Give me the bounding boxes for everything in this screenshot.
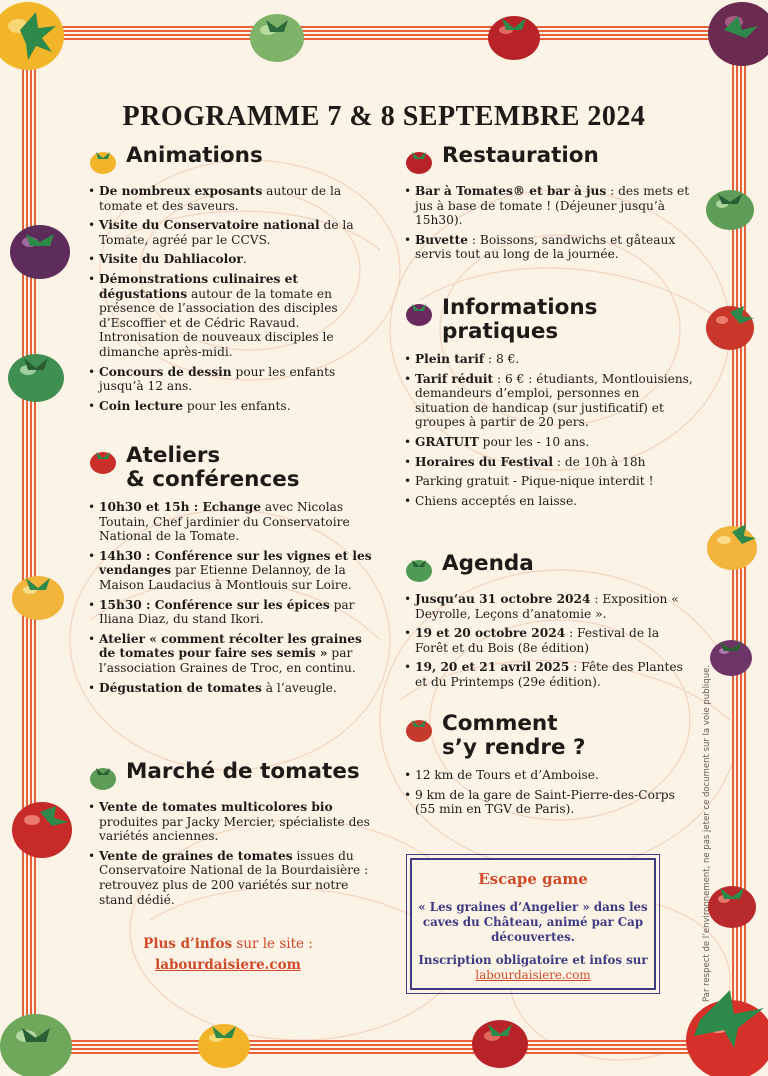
striped-ribbon-top <box>22 26 746 40</box>
list-item: • Bar à Tomates® et bar à jus : des mets et jus à base de tomate ! (Déjeuner jusqu’à 15h30). <box>404 184 694 228</box>
green-tomato-icon <box>404 554 434 584</box>
list-item: • Vente de tomates multicolores bio produites par Jacky Mercier, spécialiste des variétés anciennes. <box>88 800 378 844</box>
section-marche <box>88 760 378 912</box>
purple-tomato-decoration <box>708 634 754 678</box>
more-infos: Plus d’infos sur le site : labourdaisiere.com <box>143 936 313 973</box>
striped-ribbon-bottom <box>22 1040 746 1054</box>
animations-list <box>88 184 378 413</box>
list-item: • Dégustation de tomates à l’aveugle. <box>88 681 378 696</box>
section-title: Agenda <box>442 551 534 576</box>
red-tomato-icon <box>404 714 434 744</box>
list-item: • 12 km de Tours et d’Amboise. <box>404 768 694 783</box>
green-tomato-icon <box>88 762 118 792</box>
section-title: Comment s’y rendre ? <box>442 711 586 760</box>
section-title: Animations <box>126 143 263 168</box>
section-title: Ateliers & conférences <box>126 443 300 492</box>
list-item: • 14h30 : Conférence sur les vignes et les vendanges par Etienne Delannoy, de la Maison Laudacius à Montlouis sur Loire. <box>88 549 378 593</box>
list-item: • 10h30 et 15h : Echange avec Nicolas Toutain, Chef jardinier du Conservatoire National de la Tomate. <box>88 500 378 544</box>
red-tomato-decoration <box>706 880 760 930</box>
list-item: • Jusqu’au 31 octobre 2024 : Exposition « Deyrolle, Leçons d’anatomie ». <box>404 592 694 621</box>
section-ateliers <box>88 444 378 700</box>
list-item: • Horaires du Festival : de 10h à 18h <box>404 455 694 470</box>
red-tomato-decoration <box>486 8 542 62</box>
list-item: • Coin lecture pour les enfants. <box>88 399 378 414</box>
list-item: • Parking gratuit - Pique-nique interdit ! <box>404 474 694 489</box>
red-tomato-icon <box>88 446 118 476</box>
yellow-tomato-decoration <box>704 520 760 572</box>
purple-tomato-decoration <box>700 0 768 72</box>
yellow-tomato-decoration <box>0 0 70 80</box>
website-link[interactable]: labourdaisiere.com <box>155 957 301 973</box>
list-item: • Buvette : Boissons, sandwichs et gâteaux servis tout au long de la journée. <box>404 233 694 262</box>
marche-list <box>88 800 378 907</box>
list-item: • Atelier « comment récolter les graines de tomates pour faire ses semis » par l’association Graines de Troc, en continu. <box>88 632 378 676</box>
section-agenda <box>404 552 694 695</box>
escape-game-title: Escape game <box>478 870 588 888</box>
escape-game-info: Inscription obligatoire et infos sur labourdaisiere.com <box>418 953 648 982</box>
environment-note: Par respect de l’environnement, ne pas jeter ce document sur la voie publique. <box>702 664 712 1002</box>
section-comment <box>404 712 694 822</box>
page-title: PROGRAMME 7 & 8 SEPTEMBRE 2024 <box>122 100 646 132</box>
red-tomato-decoration <box>470 1014 530 1070</box>
list-item: • 15h30 : Conférence sur les épices par Iliana Diaz, du stand Ikori. <box>88 598 378 627</box>
striped-ribbon-left <box>22 26 36 1054</box>
escape-game-box <box>410 858 656 990</box>
list-item: • 9 km de la gare de Saint-Pierre-des-Corps (55 min en TGV de Paris). <box>404 788 694 817</box>
escape-game-description: « Les graines d’Angelier » dans les caves du Château, animé par Cap découvertes. <box>418 900 648 944</box>
red-tomato-decoration <box>660 980 768 1076</box>
section-informations <box>404 296 694 513</box>
list-item: • De nombreux exposants autour de la tomate et des saveurs. <box>88 184 378 213</box>
section-title: Informations pratiques <box>442 295 598 344</box>
list-item: • Vente de graines de tomates issues du Conservatoire National de la Bourdaisière : retrouvez plus de 200 variétés sur notre stand dédié. <box>88 849 378 907</box>
list-item: • Tarif réduit : 6 € : étudiants, Montlouisiens, demandeurs d’emploi, personnes en situation de handicap (sur justificatif) et groupes à partir de 20 pers. <box>404 372 694 430</box>
comment-list <box>404 768 694 817</box>
list-item: • GRATUIT pour les - 10 ans. <box>404 435 694 450</box>
escape-game-link[interactable]: labourdaisiere.com <box>475 968 591 982</box>
section-restauration <box>404 144 694 267</box>
red-tomato-icon <box>404 146 434 176</box>
yellow-tomato-decoration <box>196 1016 252 1070</box>
informations-list <box>404 352 694 508</box>
list-item: • Concours de dessin pour les enfants jusqu’à 12 ans. <box>88 365 378 394</box>
purple-tomato-decoration <box>8 218 72 282</box>
section-title: Restauration <box>442 143 599 168</box>
section-title: Marché de tomates <box>126 759 360 784</box>
restauration-list <box>404 184 694 262</box>
green-tomato-decoration <box>6 348 66 404</box>
red-tomato-decoration <box>704 300 758 352</box>
green-tomato-decoration <box>0 1008 76 1076</box>
list-item: • Démonstrations culinaires et dégustations autour de la tomate en présence de l’association des disciples d’Escoffier et de Cédric Ravaud. Intronisation de nouveaux disciples le dimanche après-midi. <box>88 272 378 360</box>
purple-tomato-icon <box>404 298 434 328</box>
yellow-tomato-icon <box>88 146 118 176</box>
list-item: • Visite du Dahliacolor. <box>88 252 378 267</box>
yellow-tomato-decoration <box>10 570 66 622</box>
list-item: • Plein tarif : 8 €. <box>404 352 694 367</box>
ateliers-list <box>88 500 378 695</box>
green-tomato-decoration <box>248 8 306 64</box>
list-item: • 19 et 20 octobre 2024 : Festival de la Forêt et du Bois (8e édition) <box>404 626 694 655</box>
list-item: • Visite du Conservatoire national de la Tomate, agréé par le CCVS. <box>88 218 378 247</box>
red-tomato-decoration <box>10 798 74 860</box>
green-tomato-decoration <box>704 186 756 232</box>
list-item: • Chiens acceptés en laisse. <box>404 494 694 509</box>
agenda-list <box>404 592 694 690</box>
section-animations <box>88 144 378 418</box>
list-item: • 19, 20 et 21 avril 2025 : Fête des Plantes et du Printemps (29e édition). <box>404 660 694 689</box>
